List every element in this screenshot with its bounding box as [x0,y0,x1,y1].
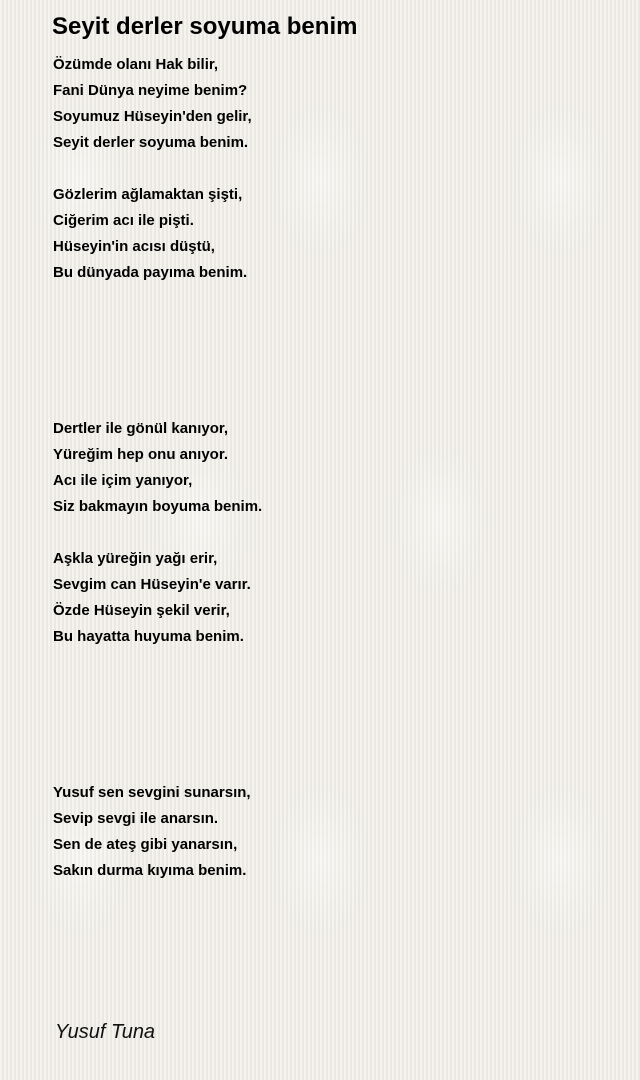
stanza-3 [53,416,613,520]
poem-line: Sevgim can Hüseyin'e varır. [53,576,251,593]
poem-title: Seyit derler soyuma benim [52,13,358,40]
stanza-spacer [53,286,613,416]
poem-line: Soyumuz Hüseyin'den gelir, [53,108,252,125]
poem-line: Bu hayatta huyuma benim. [53,628,244,645]
stanza-1 [53,52,613,156]
poem-line: Sakın durma kıyıma benim. [53,862,247,879]
poem-line: Acı ile içim yanıyor, [53,472,193,489]
poem-line: Yüreğim hep onu anıyor. [53,446,229,463]
stanza-spacer [53,650,613,780]
poem-line: Fani Dünya neyime benim? [53,82,248,99]
stanza-4 [53,546,613,650]
poem-line: Sevip sevgi ile anarsın. [53,810,219,827]
poem-line: Özde Hüseyin şekil verir, [53,602,230,619]
poem-line: Özümde olanı Hak bilir, [53,56,219,73]
poem-line: Siz bakmayın boyuma benim. [53,498,263,515]
poem-line: Seyit derler soyuma benim. [53,134,249,151]
poem-line: Dertler ile gönül kanıyor, [53,420,229,437]
poem-line: Yusuf sen sevgini sunarsın, [53,784,251,801]
poem-line: Bu dünyada payıma benim. [53,264,248,281]
poem-line: Aşkla yüreğin yağı erir, [53,550,218,567]
stanza-spacer [53,520,613,546]
poem-line: Ciğerim acı ile pişti. [53,212,194,229]
stanza-spacer [53,156,613,182]
poem-line: Sen de ateş gibi yanarsın, [53,836,238,853]
stanza-5 [53,780,613,884]
poem-body [53,52,613,884]
stanza-2 [53,182,613,286]
poem-line: Hüseyin'in acısı düştü, [53,238,215,255]
poem-author: Yusuf Tuna [55,1021,156,1043]
poem-line: Gözlerim ağlamaktan şişti, [53,186,243,203]
